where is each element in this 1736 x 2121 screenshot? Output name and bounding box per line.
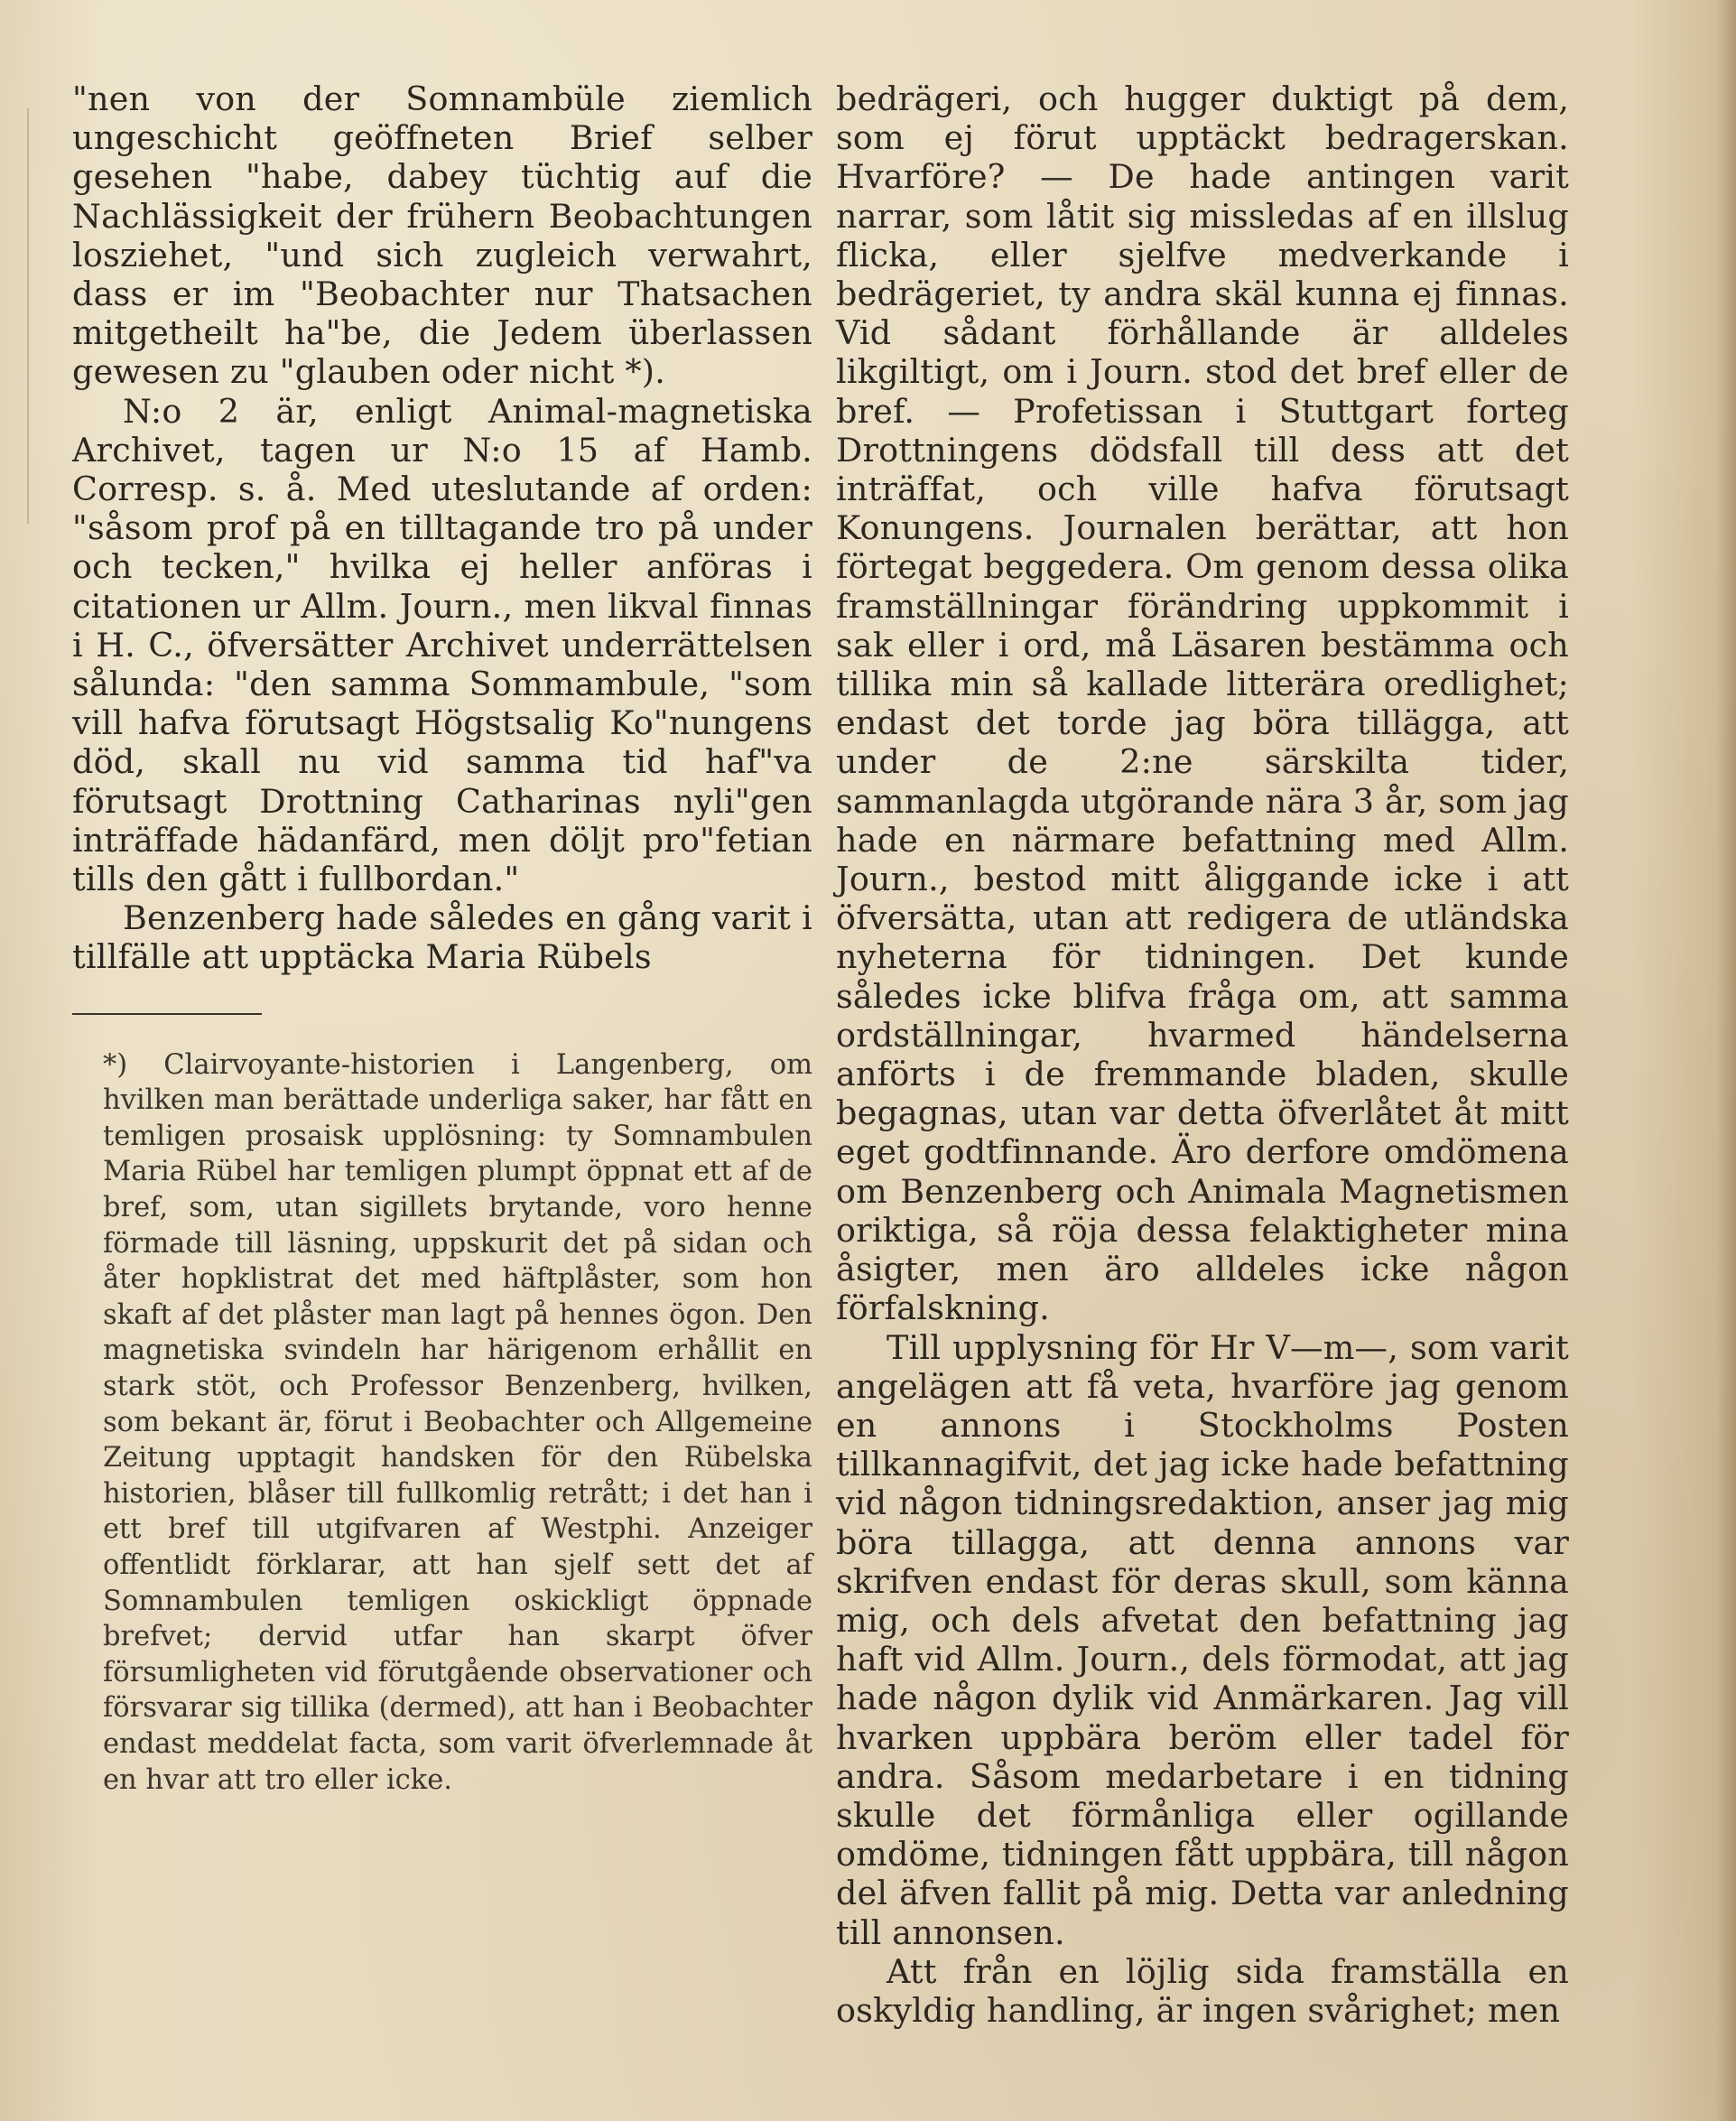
left-column: [72, 79, 812, 1798]
right-paragraph: Att från en löjlig sida framställa en oskyldig handling, är ingen svårighet; men: [836, 1951, 1569, 2030]
left-paragraph: "nen von der Somnambüle ziemlich ungeschicht geöffneten Brief selber gesehen "habe, dabey tüchtig auf die Nachlässigkeit der frühern Beobachtungen losziehet, "und sich zugleich verwahrt, dass er im "Beobachter nur Thatsachen mitgetheilt ha"be, die Jedem überlassen gewesen zu "glauben oder nicht *).: [72, 79, 812, 392]
footnote-divider: [72, 1013, 262, 1015]
right-paragraph: bedrägeri, och hugger duktigt på dem, som ej förut upptäckt bedragerskan. Hvarföre? — De hade antingen varit narrar, som låtit sig missledas af en illslug flicka, eller sjelfve medverkande i bedrägeriet, ty andra skäl kunna ej finnas. Vid sådant förhållande är alldeles likgiltigt, om i Journ. stod det bref eller de bref. — Profetissan i Stuttgart forteg Drottningens dödsfall till dess att det inträffat, och ville hafva förutsagt Konungens. Journalen berättar, att hon förtegat beggedera. Om genom dessa olika framställningar förändring uppkommit i sak eller i ord, må Läsaren bestämma och tillika min så kallade litterära oredlighet; endast det torde jag böra tillägga, att under de 2:ne särskilta tider, sammanlagda utgörande nära 3 år, som jag hade en närmare befattning med Allm. Journ., bestod mitt åliggande icke i att öfversätta, utan att redigera de utländska nyheterna för tidningen. Det kunde således icke blifva fråga om, att samma ordställningar, hvarmed händelserna anförts i de fremmande bladen, skulle begagnas, utan var detta öfverlåtet åt mitt eget godtfinnande. Äro derfore omdömena om Benzenberg och Animala Magnetismen oriktiga, så röja dessa felaktigheter mina åsigter, men äro alldeles icke någon förfalskning.: [836, 79, 1569, 1328]
page-edge-shadow: [1716, 0, 1736, 2121]
left-paragraph: Benzenberg hade således en gång varit i tillfälle att upptäcka Maria Rübels: [72, 898, 812, 977]
footnote: *) Clairvoyante-historien i Langenberg, om hvilken man berättade underliga saker, har fått en temligen prosaisk upplösning: ty Somnambulen Maria Rübel har temligen plumpt öppnat ett af de bref, som, utan sigillets brytande, voro henne förmade till läsning, uppskurit det på sidan och åter hopklistrat det med häftplåster, som hon skaft af det plåster man lagt på hennes ögon. Den magnetiska svindeln har härigenom erhållit en stark stöt, och Professor Benzenberg, hvilken, som bekant är, förut i Beobachter och Allgemeine Zeitung upptagit handsken för den Rübelska historien, blåser till fullkomlig retrått; i det han i ett bref till utgifvaren af Westphi. Anzeiger offentlidt förklarar, att han sjelf sett det af Somnambulen temligen oskickligt öppnade brefvet; dervid utfar han skarpt öfver försumligheten vid förutgående observationer och försvarar sig tillika (dermed), att han i Beobachter endast meddelat facta, som varit öfverlemnade åt en hvar att tro eller icke.: [103, 1048, 812, 1796]
right-paragraph: Till upplysning för Hr V—m—, som varit angelägen att få veta, hvarföre jag genom en annons i Stockholms Posten tillkannagifvit, det jag icke hade befattning vid någon tidningsredaktion, anser jag mig böra tillagga, att denna annons var skrifven endast för deras skull, som känna mig, och dels afvetat den befattning jag haft vid Allm. Journ., dels förmodat, att jag hade någon dylik vid Anmärkaren. Jag vill hvarken uppbära beröm eller tadel för andra. Såsom medarbetare i en tidning skulle det förmånliga eller ogillande omdöme, tidningen fått uppbära, till någon del äfven fallit på mig. Detta var anledning till annonsen.: [836, 1327, 1569, 1952]
page-margin-mark: [27, 108, 29, 524]
left-paragraph: N:o 2 är, enligt Animal-magnetiska Archivet, tagen ur N:o 15 af Hamb. Corresp. s. å. Med uteslutande af orden: "såsom prof på en tilltagande tro på under och tecken," hvilka ej heller anföras i citationen ur Allm. Journ., men likval finnas i H. C., öfversätter Archivet underrättelsen sålunda: "den samma Sommambule, "som vill hafva förutsagt Högstsalig Ko"nungens död, skall nu vid samma tid haf"va förutsagt Drottning Catharinas nyli"gen inträffade hädanfärd, men döljt pro"fetian tills den gått i fullbordan.": [72, 391, 812, 899]
right-column: [836, 79, 1569, 2030]
